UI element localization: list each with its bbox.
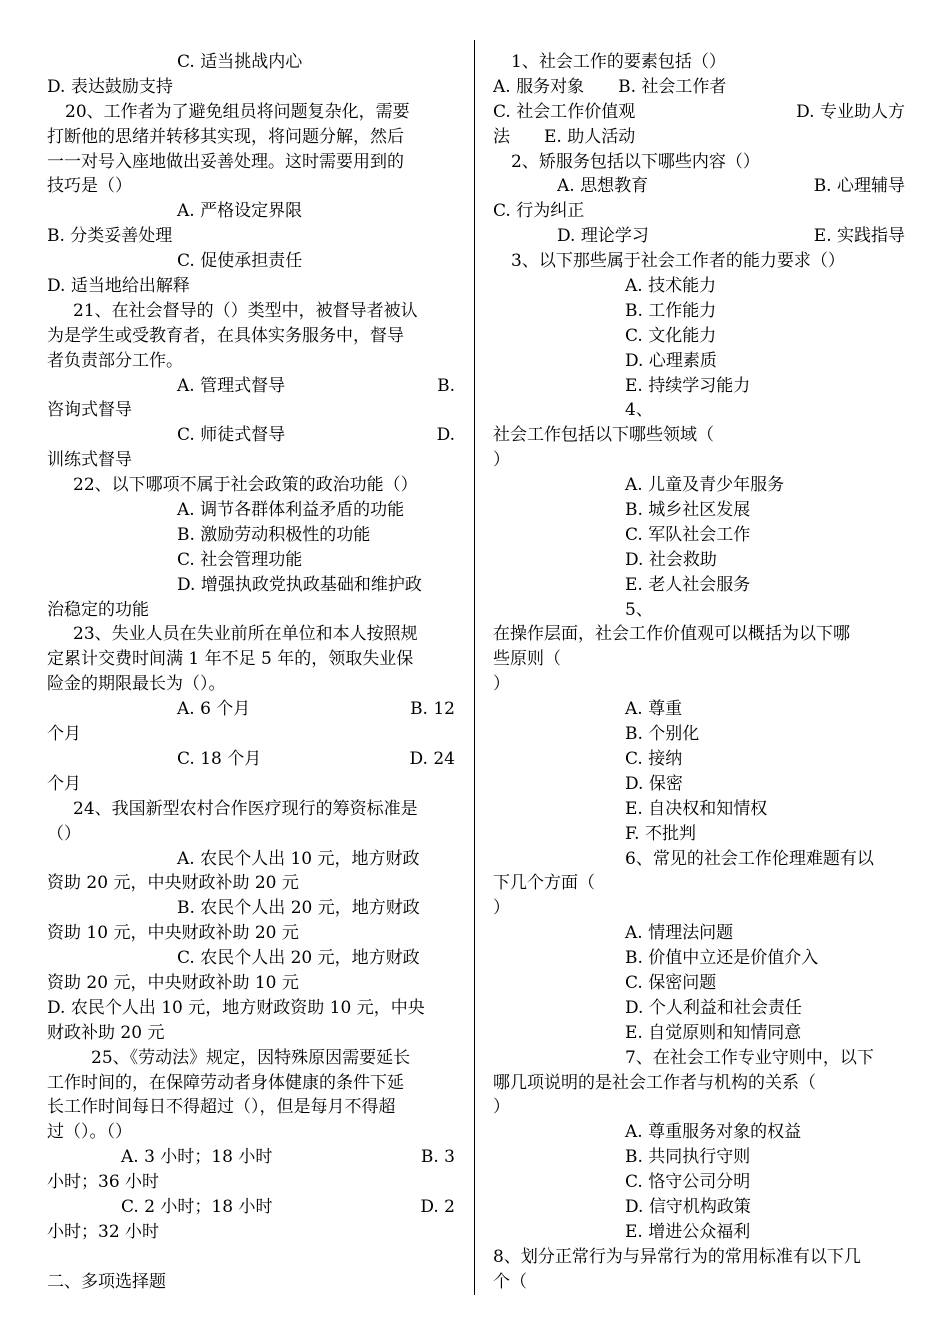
text-line [47,1046,455,1071]
text-line [493,697,905,722]
text-line [47,647,455,672]
text-line [47,374,455,399]
line-text: ） [493,1097,510,1118]
text-line [47,75,455,100]
right-column [493,50,905,1295]
line-text: 20、工作者为了避免组员将问题复杂化，需要 [65,101,410,122]
text-line [493,996,905,1021]
text-line [47,50,455,75]
line-text: C. 师徒式督导 [177,425,286,446]
text-line [493,199,905,224]
text-line [493,747,905,772]
line-right-text: D. 专业助人方 [796,101,905,122]
line-text: 训练式督导 [47,450,132,471]
line-right-text: B. 心理辅导 [813,176,905,197]
line-text: 资助 20 元，中央财政补助 10 元 [47,972,299,993]
text-line [47,847,455,872]
text-line [47,1120,455,1145]
line-text: ） [493,450,510,471]
line-text: ） [493,674,510,695]
line-text: C. 2 小时；18 小时 [121,1196,273,1217]
text-line [47,448,455,473]
line-text: D. 表达鼓励支持 [47,76,173,97]
text-line [47,299,455,324]
text-line [493,50,905,75]
text-line [47,224,455,249]
line-text: C. 18 个月 [177,748,262,769]
line-text: B. 激励劳动积极性的功能 [177,524,371,545]
line-text: 为是学生或受教育者，在具体实务服务中，督导 [47,325,404,346]
line-text: C. 农民个人出 20 元，地方财政 [177,948,420,969]
text-line [493,100,905,125]
line-text: 二、多项选择题 [47,1271,166,1292]
text-line [47,100,455,125]
text-line [493,274,905,299]
line-text: 在操作层面，社会工作价值观可以概括为以下哪 [493,624,850,645]
text-line [47,921,455,946]
line-text: A. 技术能力 [625,276,717,297]
text-line [47,722,455,747]
line-text: A. 尊重 [625,699,683,720]
text-line [47,324,455,349]
text-line [47,1071,455,1096]
text-line [493,548,905,573]
line-text: A. 6 个月 [177,699,251,720]
text-line [493,797,905,822]
text-line [493,647,905,672]
text-line [493,1245,905,1270]
text-line [47,423,455,448]
text-line [493,896,905,921]
text-line [47,498,455,523]
line-text: F. 不批判 [625,823,696,844]
line-text: D. 理论学习 [557,226,649,247]
text-line [493,125,905,150]
text-line [493,473,905,498]
text-line [493,75,905,100]
text-line [493,921,905,946]
column-divider [474,40,475,1295]
line-text: 哪几项说明的是社会工作者与机构的关系（ [493,1072,816,1093]
line-text: 23、失业人员在失业前所在单位和本人按照规 [73,624,418,645]
line-text: B. 个别化 [625,724,700,745]
text-line [493,1220,905,1245]
text-line [493,971,905,996]
line-text: C. 接纳 [625,748,683,769]
text-line [493,174,905,199]
line-text: E. 持续学习能力 [625,375,751,396]
text-line [493,150,905,175]
line-text: 财政补助 20 元 [47,1022,165,1043]
text-line [493,847,905,872]
line-text: E. 自觉原则和知情同意 [625,1022,802,1043]
text-line [493,1195,905,1220]
line-text: 社会工作包括以下哪些领域（ [493,425,714,446]
text-line [47,946,455,971]
line-text: B. 共同执行守则 [625,1147,751,1168]
text-line [47,697,455,722]
text-line [493,1021,905,1046]
line-text: 下几个方面（ [493,873,595,894]
text-line [47,199,455,224]
line-text: C. 军队社会工作 [625,524,751,545]
line-text: 长工作时间每日不得超过（），但是每月不得超 [47,1097,396,1118]
line-text: A. 儿童及青少年服务 [625,475,785,496]
line-text: D. 心理素质 [625,350,717,371]
blank-line [47,1245,455,1270]
line-text: 3、以下那些属于社会工作者的能力要求（） [511,251,845,272]
text-line [493,722,905,747]
line-text: 1、社会工作的要素包括（） [511,52,726,72]
line-text: 资助 20 元，中央财政补助 20 元 [47,873,299,894]
text-line [493,224,905,249]
line-right-text: D. 2 [420,1196,455,1217]
text-line [47,1021,455,1046]
text-line [47,150,455,175]
text-line [493,349,905,374]
line-right-text: D. 24 [409,748,455,769]
text-line [47,548,455,573]
line-text: 过（）。（） [47,1122,132,1143]
line-text: 些原则（ [493,649,561,670]
line-text: 法 E. 助人活动 [493,126,636,147]
line-text: A. 3 小时；18 小时 [121,1147,273,1168]
line-text: 8、划分正常行为与异常行为的常用标准有以下几 [493,1246,861,1267]
line-right-text: E. 实践指导 [813,226,905,247]
line-text: C. 行为纠正 [493,201,585,222]
line-text: B. 城乡社区发展 [625,500,751,521]
line-text: A. 思想教育 [557,176,649,197]
text-line [47,672,455,697]
line-text: 2、矫服务包括以下哪些内容（） [511,151,760,172]
line-text: E. 自决权和知情权 [625,798,768,819]
text-line [493,423,905,448]
line-text: 咨询式督导 [47,400,132,421]
line-text: D. 社会救助 [625,549,717,570]
text-line [47,1220,455,1245]
line-text: B. 农民个人出 20 元，地方财政 [177,898,420,919]
line-text: （） [47,823,81,844]
line-text: 打断他的思绪并转移其实现，将问题分解，然后 [47,126,404,147]
text-line [493,946,905,971]
text-line [47,523,455,548]
line-text: 6、常见的社会工作伦理难题有以 [625,848,874,869]
line-text: A. 严格设定界限 [177,201,303,222]
text-line [493,1270,905,1295]
line-text: 个（ [493,1271,527,1292]
text-line [493,324,905,349]
line-text: C. 促使承担责任 [177,251,303,272]
text-line [47,797,455,822]
text-line [47,996,455,1021]
line-text: 22、以下哪项不属于社会政策的政治功能（） [73,475,418,496]
text-line [47,1095,455,1120]
line-text: C. 社会管理功能 [177,549,303,570]
line-text: 者负责部分工作。 [47,350,183,371]
line-text: 21、在社会督导的（）类型中，被督导者被认 [73,300,418,321]
line-text: A. 尊重服务对象的权益 [625,1122,802,1143]
text-line [47,274,455,299]
text-line [493,448,905,473]
text-line [493,822,905,847]
line-text: E. 老人社会服务 [625,574,751,595]
text-line [47,249,455,274]
line-text: 工作时间的，在保障劳动者身体健康的条件下延 [47,1072,404,1093]
text-line [47,871,455,896]
text-line [47,896,455,921]
left-column [47,50,455,1295]
line-text: A. 农民个人出 10 元，地方财政 [177,848,420,869]
text-line [47,349,455,374]
text-line [493,249,905,274]
line-text: ） [493,898,510,919]
text-line [47,573,455,598]
text-line [493,1046,905,1071]
text-line [493,299,905,324]
line-text: C. 保密问题 [625,972,717,993]
line-right-text: B. 3 [420,1147,455,1168]
text-line [493,374,905,399]
line-right-text: B. [437,375,455,396]
text-line [47,1170,455,1195]
line-text: 个月 [47,773,81,794]
text-line [493,871,905,896]
line-text: 25、《劳动法》规定，因特殊原因需要延长 [91,1047,411,1068]
line-text: C. 恪守公司分明 [625,1172,751,1193]
line-text: E. 增进公众福利 [625,1221,751,1242]
line-text: D. 增强执政党执政基础和维护政 [177,574,422,595]
text-line [47,174,455,199]
text-line [493,598,905,623]
line-text: A. 管理式督导 [177,375,286,396]
line-text: D. 农民个人出 10 元，地方财政资助 10 元，中央 [47,997,425,1018]
line-text: 治稳定的功能 [47,599,149,620]
line-text: C. 文化能力 [625,325,717,346]
text-line [47,822,455,847]
line-text: B. 工作能力 [625,300,717,321]
text-line [47,125,455,150]
line-text: D. 个人利益和社会责任 [625,997,802,1018]
text-line [493,1095,905,1120]
text-line [493,622,905,647]
line-text: D. 信守机构政策 [625,1196,751,1217]
text-line [493,523,905,548]
line-text: 技巧是（） [47,176,132,197]
line-text: 5、 [625,599,653,620]
text-line [47,971,455,996]
text-line [493,772,905,797]
text-line [493,498,905,523]
text-line [47,1195,455,1220]
line-text: D. 适当地给出解释 [47,276,190,297]
line-text: A. 调节各群体利益矛盾的功能 [177,500,405,521]
text-line [47,473,455,498]
text-line [47,1145,455,1170]
line-text: 资助 10 元，中央财政补助 20 元 [47,923,299,944]
text-line [47,772,455,797]
line-text: 险金的期限最长为（）。 [47,674,226,695]
line-text: 小时；36 小时 [47,1172,160,1193]
line-text: B. 分类妥善处理 [47,226,173,247]
text-line [493,1071,905,1096]
text-line [493,573,905,598]
line-text: A. 服务对象 B. 社会工作者 [493,76,727,97]
line-text: C. 适当挑战内心 [177,52,303,72]
line-right-text: B. 12 [410,699,455,720]
text-line [493,1170,905,1195]
text-line [493,1120,905,1145]
text-line [47,622,455,647]
line-text: 小时；32 小时 [47,1221,160,1242]
line-text: A. 情理法问题 [625,923,734,944]
text-line [47,598,455,623]
line-text: 定累计交费时间满 1 年不足 5 年的，领取失业保 [47,649,414,670]
text-line [47,398,455,423]
line-text: D. 保密 [625,773,683,794]
text-line [47,747,455,772]
line-text: 7、在社会工作专业守则中，以下 [625,1047,874,1068]
text-line [47,1270,455,1295]
line-text: 24、我国新型农村合作医疗现行的筹资标准是 [73,798,418,819]
line-right-text: D. [436,425,455,446]
line-text: 个月 [47,724,81,745]
text-line [493,672,905,697]
text-line [493,398,905,423]
line-text: 一一对号入座地做出妥善处理。这时需要用到的 [47,151,404,172]
line-text: 4、 [625,400,653,421]
line-text: B. 价值中立还是价值介入 [625,948,819,969]
line-text: C. 社会工作价值观 [493,101,636,122]
text-line [493,1145,905,1170]
